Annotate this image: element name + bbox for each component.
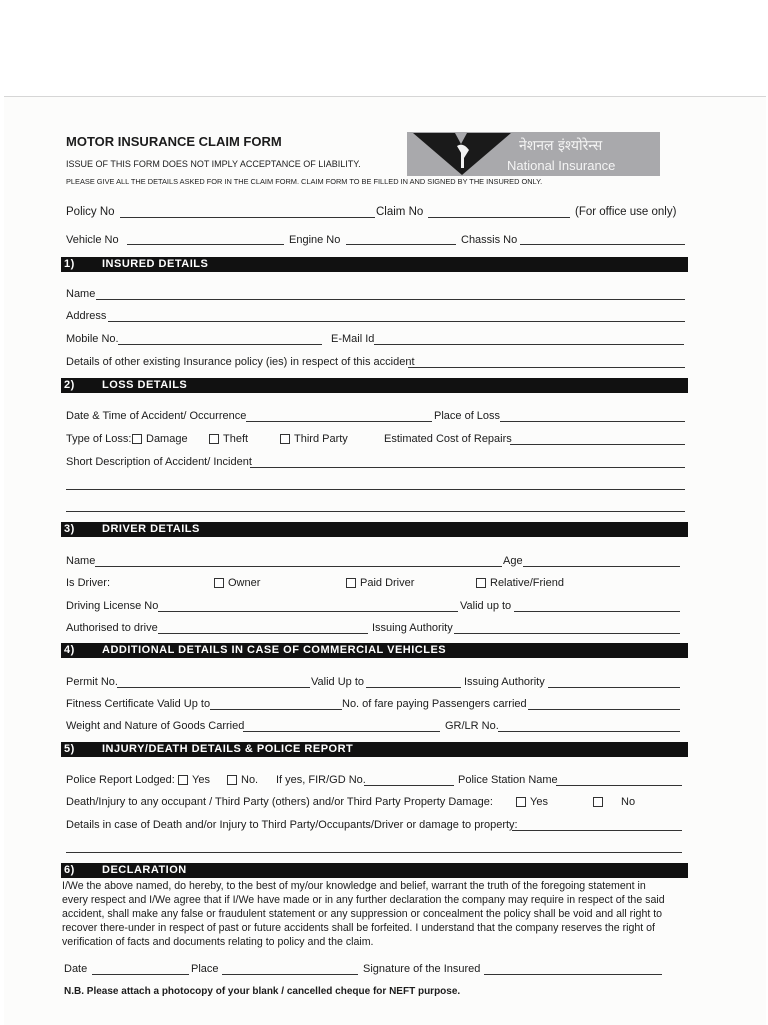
- repair-cost-label: Estimated Cost of Repairs: [384, 433, 512, 445]
- fir-field[interactable]: [364, 785, 454, 786]
- police-no-checkbox[interactable]: [227, 775, 237, 785]
- nb-note: N.B. Please attach a photocopy of your blank / cancelled cheque for NEFT purpose.: [64, 986, 461, 997]
- office-use-note: (For office use only): [575, 206, 677, 218]
- place-of-loss-label: Place of Loss: [434, 410, 501, 422]
- liability-notice: ISSUE OF THIS FORM DOES NOT IMPLY ACCEPTANCE OF LIABILITY.: [66, 159, 361, 169]
- section-driver-header: 3) DRIVER DETAILS: [61, 522, 688, 537]
- permit-valid-field[interactable]: [366, 687, 461, 688]
- paid-driver-option[interactable]: Paid Driver: [346, 577, 414, 589]
- is-driver-label: Is Driver:: [66, 577, 110, 589]
- damage-option[interactable]: Damage: [132, 433, 188, 445]
- company-logo: [407, 132, 660, 176]
- address-label: Address: [66, 310, 107, 322]
- license-valid-field[interactable]: [514, 611, 680, 612]
- section-insured-header: 1) INSURED DETAILS: [61, 257, 688, 272]
- license-label: Driving License No: [66, 600, 159, 612]
- third-party-option[interactable]: Third Party: [280, 433, 348, 445]
- police-no-option[interactable]: No.: [227, 774, 258, 786]
- signature-label: Signature of the Insured: [363, 963, 481, 975]
- permit-label: Permit No.: [66, 676, 118, 688]
- issuing-authority-label: Issuing Authority: [372, 622, 453, 634]
- date-label: Date: [64, 963, 88, 975]
- chassis-no-label: Chassis No: [461, 234, 518, 246]
- goods-field[interactable]: [243, 731, 440, 732]
- police-station-label: Police Station Name: [458, 774, 558, 786]
- issuing-authority-field[interactable]: [454, 633, 680, 634]
- police-report-label: Police Report Lodged:: [66, 774, 175, 786]
- declaration-line-4: recover there-under in respect of past or future accidents shall be forfeited. I understand that the company reserves the right of: [62, 922, 655, 934]
- claim-no-field[interactable]: [428, 217, 570, 218]
- vehicle-no-field[interactable]: [127, 244, 284, 245]
- death-details-field[interactable]: [512, 830, 682, 831]
- permit-issuing-label: Issuing Authority: [464, 676, 545, 688]
- engine-no-field[interactable]: [346, 244, 456, 245]
- grlr-label: GR/LR No.: [445, 720, 499, 732]
- license-field[interactable]: [158, 611, 458, 612]
- death-details-line-2[interactable]: [66, 852, 682, 853]
- vehicle-no-label: Vehicle No: [66, 234, 119, 246]
- email-label: E-Mail Id: [331, 333, 375, 345]
- declaration-line-2: every respect and I/We agree that if I/We have made or in any further declaration the company may require in respect of the said: [62, 894, 665, 906]
- insured-name-field[interactable]: [96, 299, 685, 300]
- section-commercial-header: 4) ADDITIONAL DETAILS IN CASE OF COMMERCIAL VEHICLES: [61, 643, 688, 658]
- damage-checkbox[interactable]: [132, 434, 142, 444]
- place-field[interactable]: [222, 974, 358, 975]
- relative-friend-checkbox[interactable]: [476, 578, 486, 588]
- signature-field[interactable]: [484, 974, 662, 975]
- death-yes-option[interactable]: Yes: [516, 796, 548, 808]
- authorised-field[interactable]: [158, 633, 368, 634]
- death-no-option[interactable]: No: [593, 796, 635, 808]
- driver-age-label: Age: [503, 555, 523, 567]
- other-policy-field[interactable]: [408, 367, 685, 368]
- permit-valid-label: Valid Up to: [311, 676, 364, 688]
- mobile-field[interactable]: [118, 344, 322, 345]
- permit-issuing-field[interactable]: [548, 687, 680, 688]
- repair-cost-field[interactable]: [510, 444, 685, 445]
- authorised-label: Authorised to drive: [66, 622, 158, 634]
- form-title: MOTOR INSURANCE CLAIM FORM: [66, 134, 282, 149]
- mobile-label: Mobile No.: [66, 333, 119, 345]
- logo-hindi-text: नेशनल इंश्योरेन्स: [519, 138, 603, 154]
- description-line-3[interactable]: [66, 511, 685, 512]
- fir-label: If yes, FIR/GD No.: [276, 774, 366, 786]
- theft-checkbox[interactable]: [209, 434, 219, 444]
- death-no-checkbox[interactable]: [593, 797, 603, 807]
- email-field[interactable]: [374, 344, 684, 345]
- third-party-checkbox[interactable]: [280, 434, 290, 444]
- driver-age-field[interactable]: [523, 566, 680, 567]
- instructions-notice: PLEASE GIVE ALL THE DETAILS ASKED FOR IN THE CLAIM FORM. CLAIM FORM TO BE FILLED IN AND SIGNED BY THE INSURED ONLY.: [66, 177, 543, 186]
- type-of-loss-label: Type of Loss:: [66, 433, 132, 445]
- owner-checkbox[interactable]: [214, 578, 224, 588]
- fitness-field[interactable]: [210, 709, 342, 710]
- date-time-field[interactable]: [246, 421, 432, 422]
- description-label: Short Description of Accident/ Incident: [66, 456, 252, 468]
- other-policy-label: Details of other existing Insurance policy (ies) in respect of this accident: [66, 356, 415, 368]
- description-line-2[interactable]: [66, 489, 685, 490]
- logo-english-text: National Insurance: [507, 158, 616, 173]
- insured-name-label: Name: [66, 288, 96, 300]
- place-of-loss-field[interactable]: [500, 421, 685, 422]
- fitness-label: Fitness Certificate Valid Up to: [66, 698, 211, 710]
- section-injury-header: 5) INJURY/DEATH DETAILS & POLICE REPORT: [61, 742, 688, 757]
- death-injury-label: Death/Injury to any occupant / Third Party (others) and/or Third Party Property Damage:: [66, 796, 493, 808]
- permit-field[interactable]: [117, 687, 310, 688]
- police-station-field[interactable]: [556, 785, 682, 786]
- license-valid-label: Valid up to: [460, 600, 512, 612]
- driver-name-field[interactable]: [95, 566, 502, 567]
- grlr-field[interactable]: [498, 731, 680, 732]
- passengers-field[interactable]: [528, 709, 680, 710]
- section-declaration-header: 6) DECLARATION: [61, 863, 688, 878]
- driver-name-label: Name: [66, 555, 96, 567]
- paid-driver-checkbox[interactable]: [346, 578, 356, 588]
- theft-option[interactable]: Theft: [209, 433, 248, 445]
- declaration-line-1: I/We the above named, do hereby, to the best of my/our knowledge and belief, warrant the truth of the foregoing statement in: [62, 880, 646, 892]
- chassis-no-field[interactable]: [520, 244, 685, 245]
- goods-label: Weight and Nature of Goods Carried: [66, 720, 245, 732]
- engine-no-label: Engine No: [289, 234, 341, 246]
- date-time-label: Date & Time of Accident/ Occurrence: [66, 410, 247, 422]
- death-yes-checkbox[interactable]: [516, 797, 526, 807]
- death-details-label: Details in case of Death and/or Injury to Third Party/Occupants/Driver or damage to property:: [66, 819, 518, 831]
- relative-friend-option[interactable]: Relative/Friend: [476, 577, 564, 589]
- policy-no-label: Policy No: [66, 206, 115, 218]
- declaration-line-5: verification of facts and documents relating to policy and the claim.: [62, 936, 374, 948]
- place-label: Place: [191, 963, 219, 975]
- date-field[interactable]: [92, 974, 189, 975]
- address-field[interactable]: [108, 321, 685, 322]
- declaration-line-3: accident, shall make any false or fraudulent statement or any suppression or concealment the policy shall be void and all right to: [62, 908, 663, 920]
- police-yes-checkbox[interactable]: [178, 775, 188, 785]
- claim-no-label: Claim No: [376, 206, 424, 218]
- policy-no-field[interactable]: [120, 217, 375, 218]
- section-loss-header: 2) LOSS DETAILS: [61, 378, 688, 393]
- police-yes-option[interactable]: Yes: [178, 774, 210, 786]
- passengers-label: No. of fare paying Passengers carried: [342, 698, 527, 710]
- description-field[interactable]: [250, 467, 685, 468]
- owner-option[interactable]: Owner: [214, 577, 260, 589]
